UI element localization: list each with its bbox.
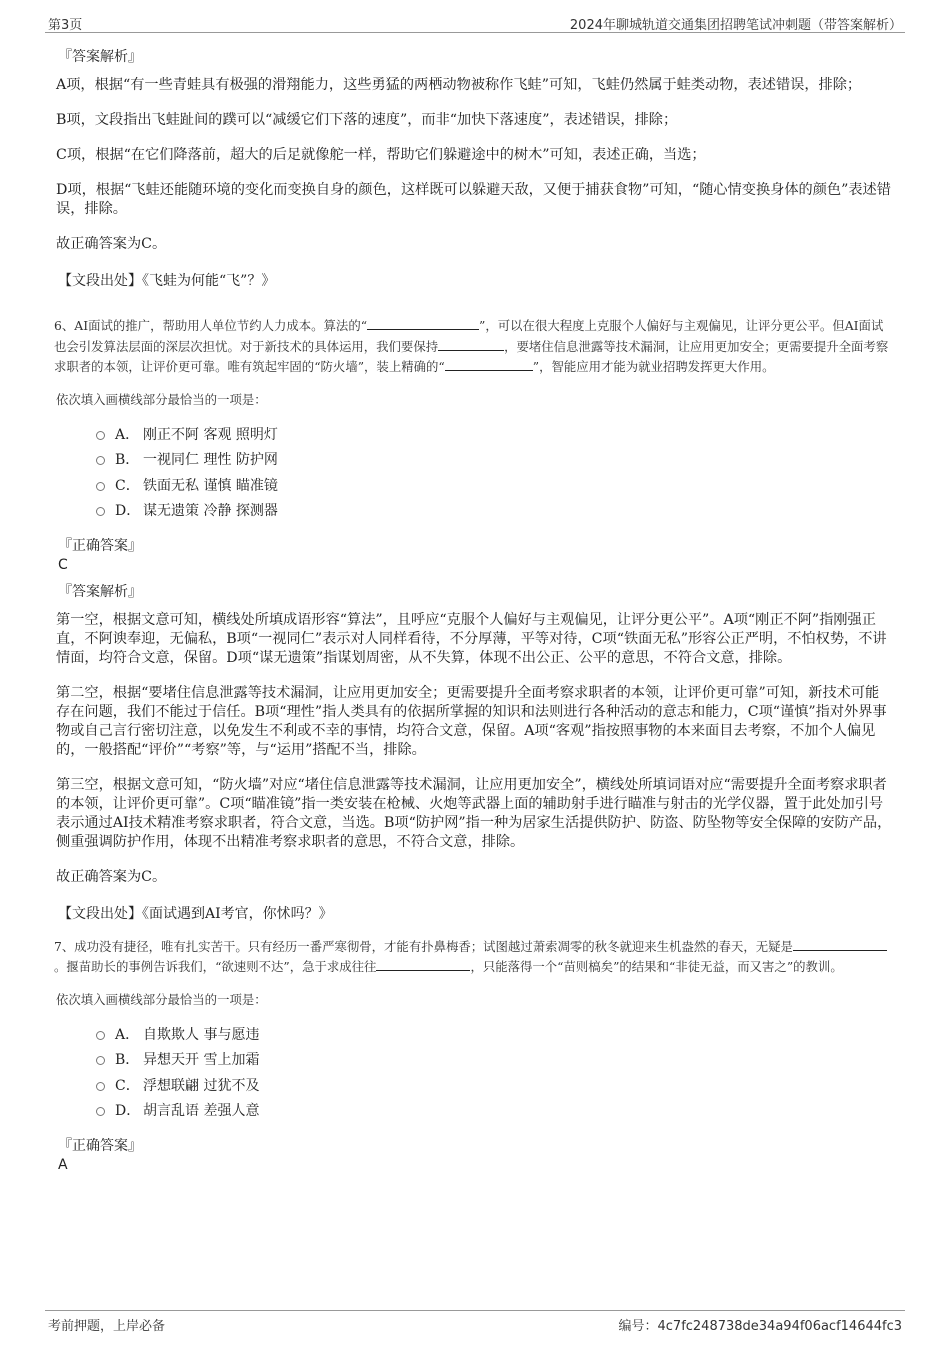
q7-option-a[interactable]: A． 自欺欺人 事与愿违 — [96, 1023, 892, 1049]
page-footer — [45, 1310, 905, 1333]
page-content — [56, 44, 892, 1181]
radio-icon[interactable] — [96, 1107, 105, 1116]
q5-analysis-d: D项，根据“飞蛙还能随环境的变化而变换自身的颜色，这样既可以躲避天敌，又便于捕获食物”可知，“随心情变换身体的颜色”表述错误，排除。 — [56, 182, 891, 217]
q6-correct-answer: C — [58, 556, 68, 573]
footer-slogan: 考前押题，上岸必备 — [48, 1319, 166, 1334]
q7-stem: 7、成功没有捷径，唯有扎实苦干。只有经历一番严寒彻骨，才能有扑鼻梅香；试图越过萧索凋零的秋冬就迎来生机盎然的春天，无疑是。揠苗助长的事例告诉我们，“欲速则不达”，急于求成往往 ，只能落得一个“苗则槁矣”的结果和“非徒无益，而又害之”的教训。 — [54, 937, 892, 978]
q7-prompt: 依次填入画横线部分最恰当的一项是： — [56, 991, 267, 1007]
q6-conclusion: 故正确答案为C。 — [56, 868, 167, 885]
q7-correct-label: 『正确答案』 — [58, 1137, 142, 1154]
radio-icon[interactable] — [96, 1031, 105, 1040]
q5-analysis-b: B项，文段指出飞蛙趾间的蹼可以“减缓它们下落的速度”，而非“加快下落速度”，表述错误，排除； — [56, 112, 678, 128]
q6-option-b[interactable]: B． 一视同仁 理性 防护网 — [96, 448, 892, 474]
q7-option-c[interactable]: C． 浮想联翩 过犹不及 — [96, 1074, 892, 1100]
q6-blank-2 — [438, 339, 504, 351]
page-header — [45, 12, 905, 33]
q6-analysis-3: 第三空，根据文意可知，“防火墙”对应“堵住信息泄露等技术漏洞，让应用更加安全”，横线处所填词语对应“需要提升全面考察求职者的本领，让评价更可靠”。C项“瞄准镜”指一类安装在枪械、火炮等武器上面的辅助射手进行瞄准与射击的光学仪器，置于此处加引号表示通过AI技术精准考察求职者，符合文意，当选。B项“防护网”指一种为居家生活提供防护、防盗、防坠物等安全保障的安防产品，侧重强调防护作用，体现不出精准考察求职者的意思，不符合文意，排除。 — [56, 776, 892, 850]
q7-option-b[interactable]: B． 异想天开 雪上加霜 — [96, 1048, 892, 1074]
q6-blank-1 — [367, 318, 479, 330]
q5-analysis-c: C项，根据“在它们降落前，超大的后足就像舵一样，帮助它们躲避途中的树木”可知，表述正确，当选； — [56, 147, 706, 163]
q7-blank-2 — [376, 959, 470, 971]
q6-option-d[interactable]: D． 谋无遗策 冷静 探测器 — [96, 499, 892, 525]
q6-stem: 6、AI面试的推广，帮助用人单位节约人力成本。算法的“ ”，可以在很大程度上克服个人偏好与主观偏见，让评分更公平。但AI面试也会引发算法层面的深层次担忧。对于新技术的具体运用，我们要保持 ，要堵住信息泄露等技术漏洞，让应用更加安全；更需要提升全面考察求职者的本领，让评价更可靠。唯有筑起牢固的“防火墙”，装上精确的“ ”，智能应用才能为就业招聘发挥更大作用。 — [54, 318, 889, 374]
q6-correct-label: 『正确答案』 — [58, 537, 142, 554]
radio-icon[interactable] — [96, 507, 105, 516]
radio-icon[interactable] — [96, 431, 105, 440]
q5-conclusion: 故正确答案为C。 — [56, 236, 167, 252]
q6-option-c[interactable]: C． 铁面无私 谨慎 瞄准镜 — [96, 474, 892, 500]
document-title: 2024年聊城轨道交通集团招聘笔试冲刺题（带答案解析） — [569, 18, 902, 33]
q7-blank-1 — [793, 939, 887, 951]
q6-prompt: 依次填入画横线部分最恰当的一项是： — [56, 391, 267, 407]
radio-icon[interactable] — [96, 456, 105, 465]
page-number: 第3页 — [48, 18, 83, 33]
q5-analysis-a: A项，根据“有一些青蛙具有极强的滑翔能力，这些勇猛的两栖动物被称作飞蛙”可知，飞蛙仍然属于蛙类动物，表述错误，排除； — [56, 77, 862, 93]
q5-source: 【文段出处】《飞蛙为何能“飞”？》 — [58, 273, 276, 289]
document-id: 编号：4c7fc248738de34a94f06acf14644fc3 — [618, 1319, 902, 1334]
radio-icon[interactable] — [96, 482, 105, 491]
q6-blank-3 — [445, 359, 533, 371]
q6-analysis-label: 『答案解析』 — [58, 583, 142, 600]
q6-analysis-2: 第二空，根据“要堵住信息泄露等技术漏洞，让应用更加安全；更需要提升全面考察求职者的本领，让评价更可靠”可知，新技术可能存在问题，我们不能过于信任。B项“理性”指人类具有的依据所掌握的知识和法则进行各种活动的意志和能力，C项“谨慎”指对外界事物或自己言行密切注意，以免发生不利或不幸的事情，均符合文意，保留。A项“客观”指按照事物的本来面目去考察，不加个人偏见的，一般搭配“评价”“考察”等，与“运用”搭配不当，排除。 — [56, 684, 887, 758]
q7-option-d[interactable]: D． 胡言乱语 差强人意 — [96, 1099, 892, 1125]
radio-icon[interactable] — [96, 1056, 105, 1065]
radio-icon[interactable] — [96, 1082, 105, 1091]
q6-options — [96, 423, 892, 525]
q7-correct-answer: A — [58, 1156, 68, 1173]
q5-analysis-label: 『答案解析』 — [58, 49, 142, 65]
q6-source: 【文段出处】《面试遇到AI考官，你怵吗？》 — [58, 905, 333, 922]
q6-analysis-1: 第一空，根据文意可知，横线处所填成语形容“算法”，且呼应“克服个人偏好与主观偏见，让评分更公平”。A项“刚正不阿”指刚强正直，不阿谀奉迎，无偏私，B项“一视同仁”表示对人同样看待，不分厚薄，平等对待，C项“铁面无私”形容公正严明，不怕权势，不讲情面，均符合文意，保留。D项“谋无遗策”指谋划周密，从不失算，体现不出公正、公平的意思，不符合文意，排除。 — [56, 611, 887, 666]
q6-option-a[interactable]: A． 刚正不阿 客观 照明灯 — [96, 423, 892, 449]
q7-options — [96, 1023, 892, 1125]
